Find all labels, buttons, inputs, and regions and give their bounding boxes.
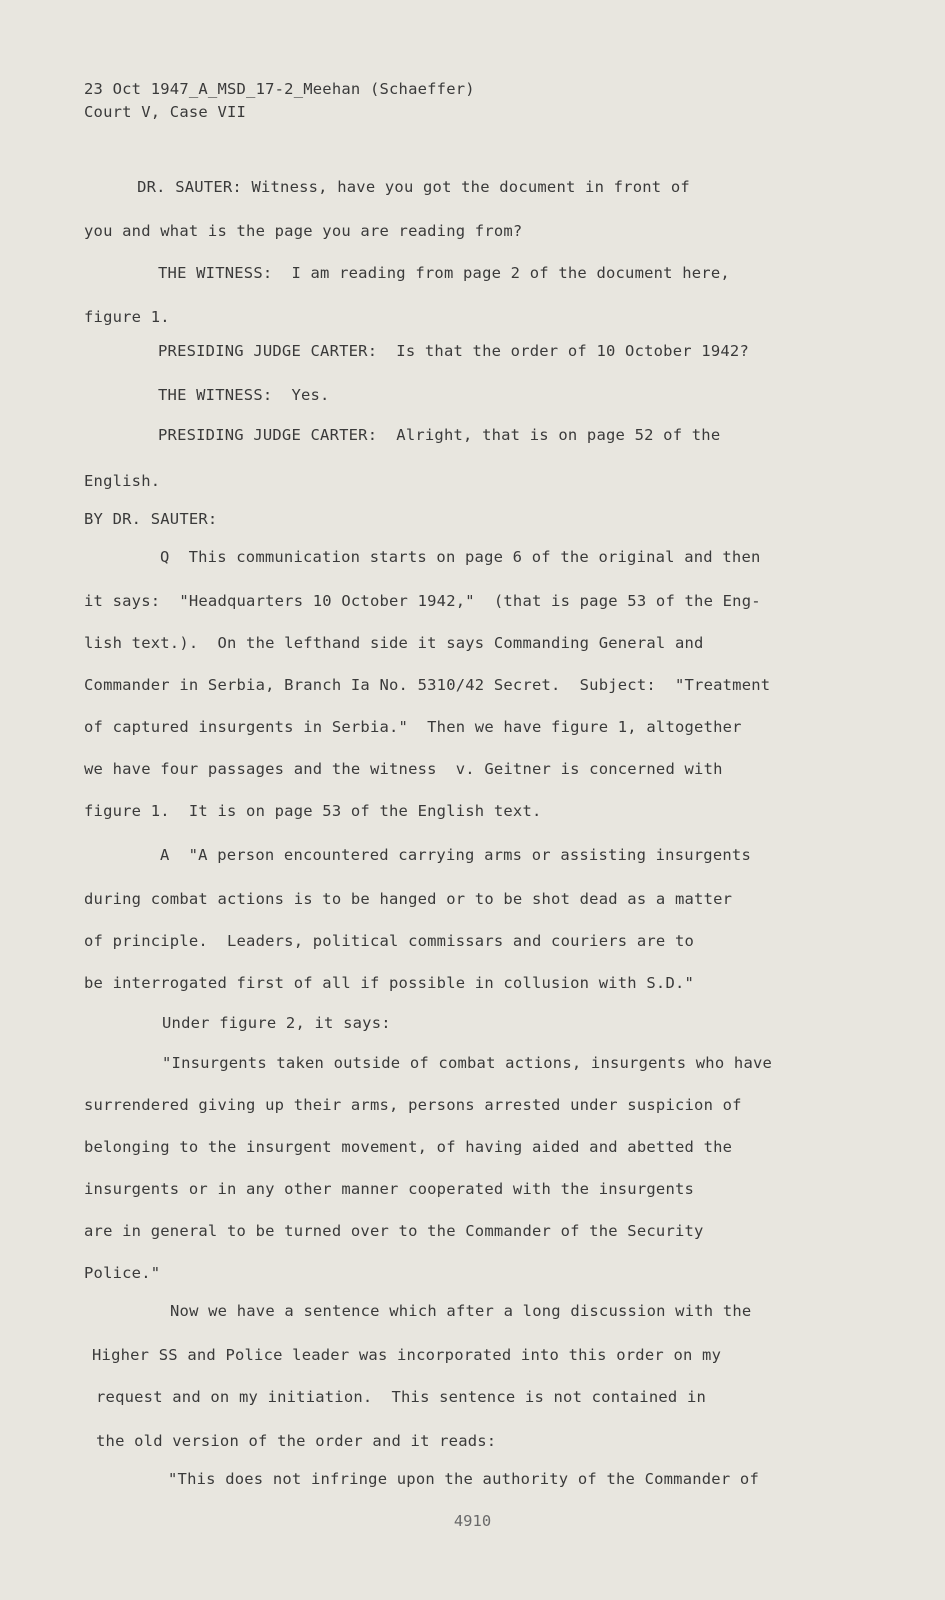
body-line: DR. SAUTER: Witness, have you got the document in front of — [118, 178, 690, 196]
header-line-1: 23 Oct 1947_A_MSD_17-2_Meehan (Schaeffer) — [84, 80, 475, 98]
body-line: "This does not infringe upon the authority of the Commander of — [168, 1470, 759, 1488]
body-line: A "A person encountered carrying arms or assisting insurgents — [160, 846, 751, 864]
body-line: Police." — [84, 1264, 161, 1282]
body-line: figure 1. It is on page 53 of the English text. — [84, 802, 542, 820]
body-line: the old version of the order and it reads: — [96, 1432, 497, 1450]
body-line: request and on my initiation. This sentence is not contained in — [96, 1388, 707, 1406]
body-line: you and what is the page you are reading from? — [84, 222, 523, 240]
body-line: Higher SS and Police leader was incorporated into this order on my — [92, 1346, 722, 1364]
body-line: be interrogated first of all if possible in collusion with S.D." — [84, 974, 695, 992]
body-line: surrendered giving up their arms, persons arrested under suspicion of — [84, 1096, 742, 1114]
body-line: we have four passages and the witness v. Geitner is concerned with — [84, 760, 723, 778]
body-line: Now we have a sentence which after a long discussion with the — [170, 1302, 752, 1320]
body-line: THE WITNESS: I am reading from page 2 of the document here, — [158, 264, 730, 282]
body-line: THE WITNESS: Yes. — [158, 386, 330, 404]
body-line: are in general to be turned over to the Commander of the Security — [84, 1222, 704, 1240]
body-line: Commander in Serbia, Branch Ia No. 5310/42 Secret. Subject: "Treatment — [84, 676, 771, 694]
body-line: during combat actions is to be hanged or to be shot dead as a matter — [84, 890, 733, 908]
body-line: of captured insurgents in Serbia." Then we have figure 1, altogether — [84, 718, 742, 736]
body-line: "Insurgents taken outside of combat actions, insurgents who have — [162, 1054, 773, 1072]
body-line: of principle. Leaders, political commissars and couriers are to — [84, 932, 695, 950]
body-line: lish text.). On the lefthand side it says Commanding General and — [84, 634, 704, 652]
body-line: Under figure 2, it says: — [162, 1014, 391, 1032]
header-line-2: Court V, Case VII — [84, 103, 247, 121]
body-line: insurgents or in any other manner cooperated with the insurgents — [84, 1180, 695, 1198]
body-line: figure 1. — [84, 308, 170, 326]
body-line: BY DR. SAUTER: — [84, 510, 218, 528]
body-line: English. — [84, 472, 161, 490]
body-line: PRESIDING JUDGE CARTER: Alright, that is on page 52 of the — [158, 426, 721, 444]
body-line: belonging to the insurgent movement, of having aided and abetted the — [84, 1138, 733, 1156]
body-line: Q This communication starts on page 6 of the original and then — [160, 548, 761, 566]
page-number: 4910 — [453, 1512, 492, 1530]
body-line: it says: "Headquarters 10 October 1942," (that is page 53 of the Eng- — [84, 592, 761, 610]
body-line: PRESIDING JUDGE CARTER: Is that the order of 10 October 1942? — [158, 342, 749, 360]
